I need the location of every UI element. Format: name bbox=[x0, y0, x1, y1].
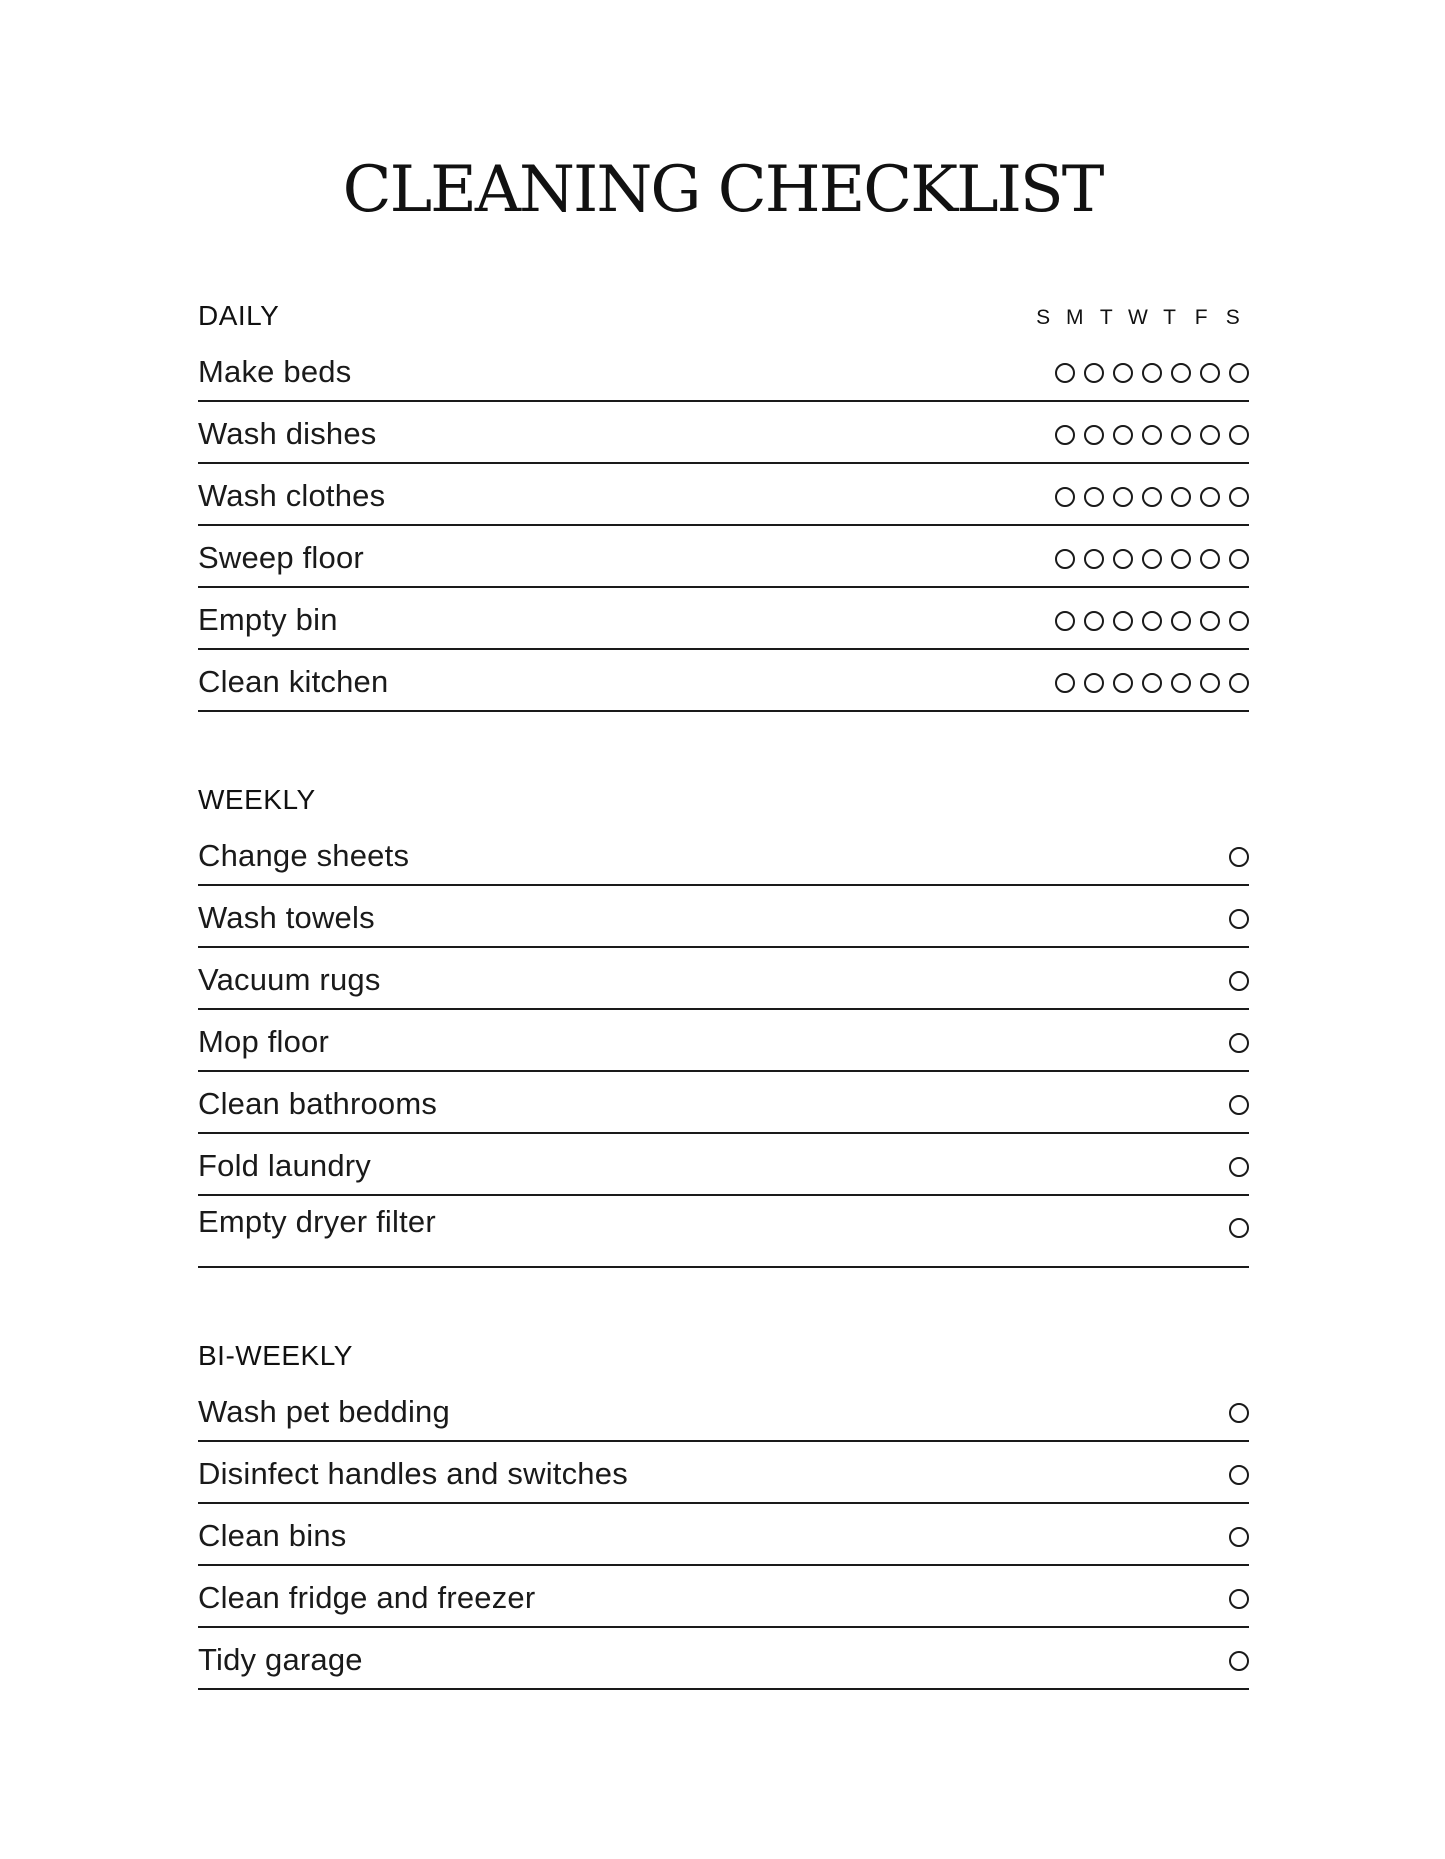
task-label: Fold laundry bbox=[198, 1148, 371, 1183]
checkbox-circle-icon[interactable] bbox=[1142, 549, 1162, 569]
checkbox-group bbox=[1229, 847, 1249, 867]
day-label-tue: T bbox=[1099, 306, 1114, 329]
checkbox-circle-icon[interactable] bbox=[1171, 611, 1191, 631]
weekly-task-row bbox=[198, 1134, 1249, 1196]
checkbox-circle-icon[interactable] bbox=[1171, 487, 1191, 507]
biweekly-task-row bbox=[198, 1442, 1249, 1504]
checkbox-group bbox=[1055, 487, 1249, 507]
checkbox-circle-icon[interactable] bbox=[1055, 425, 1075, 445]
day-label-sat: S bbox=[1225, 306, 1241, 329]
biweekly-section bbox=[198, 1340, 1249, 1690]
daily-list bbox=[198, 340, 1249, 712]
task-label: Mop floor bbox=[198, 1024, 330, 1059]
task-label: Clean kitchen bbox=[198, 664, 389, 699]
weekly-list bbox=[198, 824, 1249, 1268]
checkbox-group bbox=[1055, 673, 1249, 693]
day-label-fri: F bbox=[1194, 306, 1209, 329]
biweekly-heading: BI-WEEKLY bbox=[198, 1340, 353, 1371]
day-label-thu: T bbox=[1163, 306, 1177, 329]
checkbox-circle-icon[interactable] bbox=[1171, 363, 1191, 383]
checkbox-circle-icon[interactable] bbox=[1229, 1403, 1249, 1423]
weekly-task-row bbox=[198, 886, 1249, 948]
task-label: Sweep floor bbox=[198, 540, 364, 575]
checkbox-circle-icon[interactable] bbox=[1229, 425, 1249, 445]
checkbox-circle-icon[interactable] bbox=[1113, 425, 1133, 445]
checkbox-circle-icon[interactable] bbox=[1229, 1157, 1249, 1177]
daily-task-row bbox=[198, 526, 1249, 588]
checkbox-circle-icon[interactable] bbox=[1113, 549, 1133, 569]
task-label: Disinfect handles and switches bbox=[198, 1456, 628, 1491]
task-label: Clean fridge and freezer bbox=[198, 1580, 536, 1615]
checkbox-circle-icon[interactable] bbox=[1142, 363, 1162, 383]
checkbox-circle-icon[interactable] bbox=[1113, 363, 1133, 383]
checkbox-circle-icon[interactable] bbox=[1142, 611, 1162, 631]
checkbox-circle-icon[interactable] bbox=[1229, 971, 1249, 991]
task-label: Clean bins bbox=[198, 1518, 347, 1553]
weekly-task-row bbox=[198, 948, 1249, 1010]
checkbox-circle-icon[interactable] bbox=[1113, 673, 1133, 693]
biweekly-task-row bbox=[198, 1628, 1249, 1690]
day-label-sun: S bbox=[1036, 306, 1052, 329]
daily-task-row bbox=[198, 588, 1249, 650]
checkbox-circle-icon[interactable] bbox=[1229, 611, 1249, 631]
day-label-mon: M bbox=[1065, 306, 1085, 329]
biweekly-header bbox=[198, 1340, 1249, 1380]
page-title: CLEANING CHECKLIST bbox=[342, 153, 1103, 227]
task-label: Vacuum rugs bbox=[198, 962, 381, 997]
checkbox-circle-icon[interactable] bbox=[1084, 611, 1104, 631]
checkbox-circle-icon[interactable] bbox=[1200, 611, 1220, 631]
weekday-labels bbox=[1028, 306, 1249, 330]
checkbox-group bbox=[1229, 1527, 1249, 1547]
checkbox-circle-icon[interactable] bbox=[1084, 363, 1104, 383]
task-label: Tidy garage bbox=[198, 1642, 363, 1677]
checkbox-circle-icon[interactable] bbox=[1171, 673, 1191, 693]
checkbox-circle-icon[interactable] bbox=[1229, 1527, 1249, 1547]
checkbox-circle-icon[interactable] bbox=[1055, 487, 1075, 507]
checkbox-circle-icon[interactable] bbox=[1142, 487, 1162, 507]
checkbox-circle-icon[interactable] bbox=[1200, 425, 1220, 445]
weekly-heading: WEEKLY bbox=[198, 784, 316, 815]
checkbox-group bbox=[1055, 549, 1249, 569]
checkbox-circle-icon[interactable] bbox=[1142, 673, 1162, 693]
daily-task-row bbox=[198, 402, 1249, 464]
weekly-task-row bbox=[198, 1072, 1249, 1134]
checkbox-circle-icon[interactable] bbox=[1113, 611, 1133, 631]
daily-heading: DAILY bbox=[198, 300, 280, 331]
weekly-task-row bbox=[198, 824, 1249, 886]
task-label: Wash clothes bbox=[198, 478, 386, 513]
daily-task-row bbox=[198, 340, 1249, 402]
checkbox-group bbox=[1055, 611, 1249, 631]
checkbox-circle-icon[interactable] bbox=[1055, 611, 1075, 631]
task-label: Wash dishes bbox=[198, 416, 377, 451]
checkbox-circle-icon[interactable] bbox=[1229, 909, 1249, 929]
checkbox-circle-icon[interactable] bbox=[1229, 1033, 1249, 1053]
checkbox-group bbox=[1229, 1218, 1249, 1238]
task-label: Wash pet bedding bbox=[198, 1394, 450, 1429]
checkbox-circle-icon[interactable] bbox=[1200, 673, 1220, 693]
biweekly-task-row bbox=[198, 1380, 1249, 1442]
checkbox-group bbox=[1055, 363, 1249, 383]
checkbox-group bbox=[1055, 425, 1249, 445]
checkbox-circle-icon[interactable] bbox=[1229, 487, 1249, 507]
checkbox-group bbox=[1229, 1157, 1249, 1177]
task-label: Empty bin bbox=[198, 602, 338, 637]
day-label-wed: W bbox=[1128, 306, 1149, 329]
daily-task-row bbox=[198, 650, 1249, 712]
checkbox-circle-icon[interactable] bbox=[1229, 1465, 1249, 1485]
daily-task-row bbox=[198, 464, 1249, 526]
checkbox-circle-icon[interactable] bbox=[1229, 1651, 1249, 1671]
task-label: Empty dryer filter bbox=[198, 1204, 436, 1239]
checkbox-circle-icon[interactable] bbox=[1229, 1095, 1249, 1115]
task-label: Change sheets bbox=[198, 838, 410, 873]
checkbox-circle-icon[interactable] bbox=[1055, 363, 1075, 383]
daily-header bbox=[198, 300, 1249, 340]
checkbox-circle-icon[interactable] bbox=[1084, 549, 1104, 569]
checkbox-circle-icon[interactable] bbox=[1055, 673, 1075, 693]
task-label: Make beds bbox=[198, 354, 352, 389]
weekly-section bbox=[198, 784, 1249, 1268]
checkbox-circle-icon[interactable] bbox=[1229, 1218, 1249, 1238]
checkbox-circle-icon[interactable] bbox=[1200, 363, 1220, 383]
checkbox-circle-icon[interactable] bbox=[1113, 487, 1133, 507]
weekly-task-row bbox=[198, 1196, 1249, 1268]
weekly-header bbox=[198, 784, 1249, 824]
biweekly-task-row bbox=[198, 1566, 1249, 1628]
checkbox-group bbox=[1229, 1095, 1249, 1115]
checkbox-group bbox=[1229, 1403, 1249, 1423]
checkbox-circle-icon[interactable] bbox=[1171, 425, 1191, 445]
checkbox-circle-icon[interactable] bbox=[1229, 363, 1249, 383]
checkbox-circle-icon[interactable] bbox=[1229, 1589, 1249, 1609]
weekly-task-row bbox=[198, 1010, 1249, 1072]
biweekly-list bbox=[198, 1380, 1249, 1690]
checkbox-group bbox=[1229, 1589, 1249, 1609]
checkbox-circle-icon[interactable] bbox=[1200, 487, 1220, 507]
task-label: Clean bathrooms bbox=[198, 1086, 438, 1121]
checkbox-group bbox=[1229, 1465, 1249, 1485]
checkbox-circle-icon[interactable] bbox=[1084, 425, 1104, 445]
checkbox-circle-icon[interactable] bbox=[1055, 549, 1075, 569]
checkbox-circle-icon[interactable] bbox=[1229, 673, 1249, 693]
task-label: Wash towels bbox=[198, 900, 375, 935]
checkbox-group bbox=[1229, 1651, 1249, 1671]
biweekly-task-row bbox=[198, 1504, 1249, 1566]
daily-section bbox=[198, 300, 1249, 712]
checkbox-circle-icon[interactable] bbox=[1171, 549, 1191, 569]
checkbox-group bbox=[1229, 1033, 1249, 1053]
checkbox-circle-icon[interactable] bbox=[1200, 549, 1220, 569]
checkbox-group bbox=[1229, 909, 1249, 929]
checkbox-circle-icon[interactable] bbox=[1084, 673, 1104, 693]
checkbox-circle-icon[interactable] bbox=[1229, 549, 1249, 569]
checkbox-group bbox=[1229, 971, 1249, 991]
checkbox-circle-icon[interactable] bbox=[1084, 487, 1104, 507]
checkbox-circle-icon[interactable] bbox=[1229, 847, 1249, 867]
checkbox-circle-icon[interactable] bbox=[1142, 425, 1162, 445]
